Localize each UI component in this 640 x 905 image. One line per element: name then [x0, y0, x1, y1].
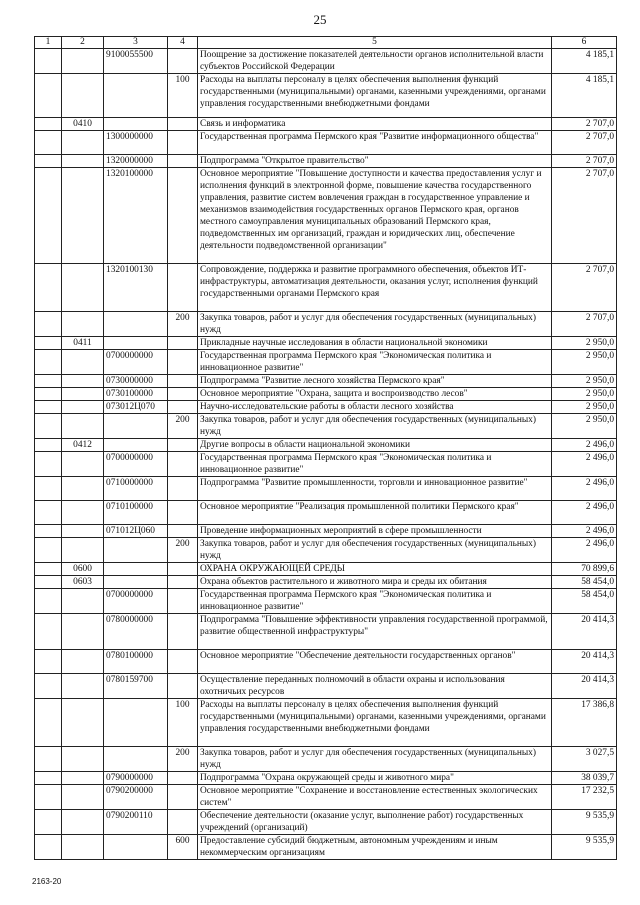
table-row — [35, 74, 617, 118]
cell-c6: 70 899,6 — [552, 563, 617, 576]
cell-c6: 2 707,0 — [552, 312, 617, 337]
cell-c1 — [35, 674, 62, 699]
cell-c1 — [35, 118, 62, 131]
cell-c5: Основное мероприятие "Реализация промышленной политики Пермского края" — [198, 501, 552, 525]
column-header: 4 — [168, 37, 198, 49]
cell-c1 — [35, 350, 62, 375]
cell-c3: 1320100000 — [104, 168, 168, 264]
cell-c2: 0410 — [62, 118, 104, 131]
cell-c2 — [62, 772, 104, 785]
cell-c4 — [168, 614, 198, 650]
cell-c5: Государственная программа Пермского края "Экономическая политика и инновационное развитие" — [198, 589, 552, 614]
table-row — [35, 772, 617, 785]
cell-c4 — [168, 375, 198, 388]
cell-c3: 071012Ц060 — [104, 525, 168, 538]
cell-c5: Подпрограмма "Охрана окружающей среды и животного мира" — [198, 772, 552, 785]
cell-c5: Осуществление переданных полномочий в области охраны и использования охотничьих ресурсов — [198, 674, 552, 699]
cell-c5: Государственная программа Пермского края "Экономическая политика и инновационное развитие" — [198, 350, 552, 375]
cell-c3 — [104, 563, 168, 576]
cell-c1 — [35, 477, 62, 501]
cell-c6: 2 707,0 — [552, 264, 617, 312]
column-header: 5 — [198, 37, 552, 49]
cell-c4: 200 — [168, 312, 198, 337]
cell-c6: 20 414,3 — [552, 614, 617, 650]
cell-c2 — [62, 477, 104, 501]
cell-c6: 2 496,0 — [552, 501, 617, 525]
cell-c4 — [168, 525, 198, 538]
table-row — [35, 501, 617, 525]
footer-code: 2163-20 — [32, 877, 62, 886]
cell-c5: Обеспечение деятельности (оказание услуг, выполнение работ) государственных учреждений (организаций) — [198, 810, 552, 835]
cell-c6: 17 386,8 — [552, 699, 617, 747]
cell-c6: 20 414,3 — [552, 650, 617, 674]
cell-c5: Другие вопросы в области национальной экономики — [198, 439, 552, 452]
cell-c2 — [62, 264, 104, 312]
cell-c3: 0700000000 — [104, 350, 168, 375]
cell-c6: 38 039,7 — [552, 772, 617, 785]
cell-c6: 2 707,0 — [552, 168, 617, 264]
cell-c1 — [35, 563, 62, 576]
table-row — [35, 264, 617, 312]
cell-c5: Основное мероприятие "Повышение доступности и качества предоставления услуг и исполнения функций в электронной форме, повышение качества государственного управления, развитие систем вовлечения граждан в государственное управление и механизмов взаимодействия государственных органов Пермского края, органов местного самоуправления муниципальных образований Пермского края, подведомственных им организаций, граждан и юридических лиц, обеспечение деятельности подведомственной организации" — [198, 168, 552, 264]
cell-c1 — [35, 414, 62, 439]
table-row — [35, 155, 617, 168]
cell-c1 — [35, 525, 62, 538]
cell-c2: 0411 — [62, 337, 104, 350]
cell-c6: 2 496,0 — [552, 525, 617, 538]
cell-c5: Закупка товаров, работ и услуг для обеспечения государственных (муниципальных) нужд — [198, 414, 552, 439]
cell-c6: 4 185,1 — [552, 74, 617, 118]
cell-c1 — [35, 49, 62, 74]
cell-c2 — [62, 74, 104, 118]
table-row — [35, 168, 617, 264]
cell-c3 — [104, 414, 168, 439]
cell-c4: 200 — [168, 747, 198, 772]
cell-c3: 0700000000 — [104, 589, 168, 614]
cell-c4 — [168, 401, 198, 414]
cell-c4 — [168, 350, 198, 375]
cell-c2 — [62, 131, 104, 155]
cell-c3: 0780100000 — [104, 650, 168, 674]
cell-c1 — [35, 131, 62, 155]
cell-c3 — [104, 747, 168, 772]
cell-c5: Предоставление субсидий бюджетным, автономным учреждениям и иным некоммерческим организациям — [198, 835, 552, 860]
column-header: 2 — [62, 37, 104, 49]
cell-c3 — [104, 538, 168, 563]
cell-c3: 0710100000 — [104, 501, 168, 525]
cell-c5: Сопровождение, поддержка и развитие программного обеспечения, объектов ИТ-инфраструктуры, автоматизация деятельности, оказания услуг, исполнения функций государственными органами Пермского края — [198, 264, 552, 312]
cell-c5: Научно-исследовательские работы в области лесного хозяйства — [198, 401, 552, 414]
table-row — [35, 452, 617, 477]
cell-c4: 100 — [168, 699, 198, 747]
cell-c4 — [168, 131, 198, 155]
cell-c5: Закупка товаров, работ и услуг для обеспечения государственных (муниципальных) нужд — [198, 747, 552, 772]
table-row — [35, 747, 617, 772]
cell-c5: Расходы на выплаты персоналу в целях обеспечения выполнения функций государственными (муниципальными) органами, казенными учреждениями, органами управления государственными внебюджетными фондами — [198, 699, 552, 747]
cell-c2 — [62, 538, 104, 563]
cell-c2 — [62, 589, 104, 614]
cell-c3: 0780159700 — [104, 674, 168, 699]
table-row — [35, 835, 617, 860]
cell-c2 — [62, 810, 104, 835]
cell-c6: 17 232,5 — [552, 785, 617, 810]
cell-c3 — [104, 74, 168, 118]
cell-c2 — [62, 674, 104, 699]
cell-c1 — [35, 264, 62, 312]
cell-c1 — [35, 650, 62, 674]
cell-c3: 0790200110 — [104, 810, 168, 835]
cell-c3 — [104, 576, 168, 589]
cell-c1 — [35, 155, 62, 168]
cell-c4 — [168, 264, 198, 312]
cell-c4: 600 — [168, 835, 198, 860]
cell-c4 — [168, 477, 198, 501]
cell-c2 — [62, 650, 104, 674]
cell-c6: 2 496,0 — [552, 439, 617, 452]
cell-c1 — [35, 375, 62, 388]
cell-c1 — [35, 772, 62, 785]
cell-c4 — [168, 337, 198, 350]
column-header: 6 — [552, 37, 617, 49]
cell-c1 — [35, 401, 62, 414]
cell-c2 — [62, 614, 104, 650]
table-row — [35, 563, 617, 576]
table-row — [35, 810, 617, 835]
cell-c1 — [35, 576, 62, 589]
cell-c1 — [35, 439, 62, 452]
cell-c1 — [35, 810, 62, 835]
cell-c3 — [104, 699, 168, 747]
cell-c4: 100 — [168, 74, 198, 118]
cell-c1 — [35, 168, 62, 264]
cell-c2 — [62, 401, 104, 414]
cell-c2 — [62, 699, 104, 747]
cell-c1 — [35, 538, 62, 563]
table-row — [35, 439, 617, 452]
cell-c1 — [35, 699, 62, 747]
column-header: 3 — [104, 37, 168, 49]
budget-table — [34, 36, 617, 860]
cell-c1 — [35, 835, 62, 860]
cell-c2 — [62, 388, 104, 401]
cell-c1 — [35, 589, 62, 614]
cell-c5: Основное мероприятие "Охрана, защита и воспроизводство лесов" — [198, 388, 552, 401]
cell-c5: Государственная программа Пермского края "Развитие информационного общества" — [198, 131, 552, 155]
cell-c5: Связь и информатика — [198, 118, 552, 131]
cell-c1 — [35, 388, 62, 401]
cell-c2 — [62, 452, 104, 477]
cell-c3: 0730100000 — [104, 388, 168, 401]
cell-c2 — [62, 525, 104, 538]
cell-c4 — [168, 49, 198, 74]
table-row — [35, 576, 617, 589]
cell-c2 — [62, 785, 104, 810]
cell-c6: 20 414,3 — [552, 674, 617, 699]
cell-c5: Расходы на выплаты персоналу в целях обеспечения выполнения функций государственными (муниципальными) органами, казенными учреждениями, органами управления государственными внебюджетными фондами — [198, 74, 552, 118]
cell-c2 — [62, 747, 104, 772]
cell-c5: Подпрограмма "Развитие промышленности, торговли и инновационное развитие" — [198, 477, 552, 501]
cell-c3: 0700000000 — [104, 452, 168, 477]
cell-c4 — [168, 388, 198, 401]
cell-c5: Проведение информационных мероприятий в сфере промышленности — [198, 525, 552, 538]
table-row — [35, 414, 617, 439]
cell-c4 — [168, 785, 198, 810]
cell-c5: Охрана объектов растительного и животного мира и среды их обитания — [198, 576, 552, 589]
cell-c6: 2 707,0 — [552, 131, 617, 155]
cell-c1 — [35, 501, 62, 525]
cell-c6: 2 950,0 — [552, 350, 617, 375]
cell-c5: Основное мероприятие "Обеспечение деятельности государственных органов" — [198, 650, 552, 674]
cell-c2 — [62, 501, 104, 525]
cell-c6: 2 950,0 — [552, 414, 617, 439]
cell-c5: Основное мероприятие "Сохранение и восстановление естественных экологических систем" — [198, 785, 552, 810]
table-row — [35, 477, 617, 501]
table-row — [35, 785, 617, 810]
cell-c4 — [168, 155, 198, 168]
cell-c3: 0790000000 — [104, 772, 168, 785]
table-row — [35, 525, 617, 538]
cell-c3: 1300000000 — [104, 131, 168, 155]
cell-c4 — [168, 674, 198, 699]
cell-c4 — [168, 650, 198, 674]
table-row — [35, 614, 617, 650]
cell-c6: 2 496,0 — [552, 452, 617, 477]
cell-c2 — [62, 375, 104, 388]
cell-c3: 9100055500 — [104, 49, 168, 74]
cell-c6: 2 496,0 — [552, 538, 617, 563]
cell-c4 — [168, 501, 198, 525]
page-number: 25 — [313, 12, 327, 27]
table-row — [35, 49, 617, 74]
table-row — [35, 538, 617, 563]
cell-c5: Закупка товаров, работ и услуг для обеспечения государственных (муниципальных) нужд — [198, 538, 552, 563]
cell-c6: 3 027,5 — [552, 747, 617, 772]
cell-c4 — [168, 576, 198, 589]
cell-c5: Подпрограмма "Открытое правительство" — [198, 155, 552, 168]
cell-c3: 1320000000 — [104, 155, 168, 168]
cell-c2: 0412 — [62, 439, 104, 452]
cell-c2: 0600 — [62, 563, 104, 576]
cell-c5: Подпрограмма "Развитие лесного хозяйства Пермского края" — [198, 375, 552, 388]
table-body — [35, 49, 617, 860]
cell-c4 — [168, 168, 198, 264]
cell-c2 — [62, 312, 104, 337]
cell-c2 — [62, 350, 104, 375]
cell-c6: 2 707,0 — [552, 155, 617, 168]
cell-c5: Прикладные научные исследования в области национальной экономики — [198, 337, 552, 350]
table-row — [35, 699, 617, 747]
table-row — [35, 674, 617, 699]
table-row — [35, 350, 617, 375]
cell-c1 — [35, 337, 62, 350]
cell-c2 — [62, 835, 104, 860]
table-row — [35, 312, 617, 337]
cell-c6: 2 950,0 — [552, 337, 617, 350]
table-row — [35, 388, 617, 401]
cell-c2: 0603 — [62, 576, 104, 589]
cell-c6: 9 535,9 — [552, 810, 617, 835]
table-row — [35, 131, 617, 155]
cell-c3: 0710000000 — [104, 477, 168, 501]
cell-c3 — [104, 118, 168, 131]
cell-c2 — [62, 155, 104, 168]
cell-c5: Закупка товаров, работ и услуг для обеспечения государственных (муниципальных) нужд — [198, 312, 552, 337]
cell-c4: 200 — [168, 538, 198, 563]
cell-c3 — [104, 312, 168, 337]
table-row — [35, 375, 617, 388]
cell-c4: 200 — [168, 414, 198, 439]
cell-c6: 2 496,0 — [552, 477, 617, 501]
cell-c2 — [62, 414, 104, 439]
cell-c5: Поощрение за достижение показателей деятельности органов исполнительной власти субъектов Российской Федерации — [198, 49, 552, 74]
cell-c1 — [35, 312, 62, 337]
cell-c5: Государственная программа Пермского края "Экономическая политика и инновационное развитие" — [198, 452, 552, 477]
cell-c1 — [35, 785, 62, 810]
cell-c4 — [168, 452, 198, 477]
cell-c3 — [104, 439, 168, 452]
cell-c4 — [168, 810, 198, 835]
table-row — [35, 337, 617, 350]
table-row — [35, 118, 617, 131]
column-header: 1 — [35, 37, 62, 49]
cell-c4 — [168, 772, 198, 785]
cell-c3: 0730000000 — [104, 375, 168, 388]
cell-c6: 2 707,0 — [552, 118, 617, 131]
cell-c1 — [35, 614, 62, 650]
cell-c4 — [168, 563, 198, 576]
cell-c3: 1320100130 — [104, 264, 168, 312]
cell-c6: 58 454,0 — [552, 589, 617, 614]
cell-c6: 2 950,0 — [552, 375, 617, 388]
cell-c3: 0790200000 — [104, 785, 168, 810]
cell-c3 — [104, 835, 168, 860]
cell-c4 — [168, 118, 198, 131]
table-header-row — [35, 37, 617, 49]
cell-c5: ОХРАНА ОКРУЖАЮЩЕЙ СРЕДЫ — [198, 563, 552, 576]
cell-c3 — [104, 337, 168, 350]
cell-c6: 58 454,0 — [552, 576, 617, 589]
table-row — [35, 589, 617, 614]
cell-c6: 2 950,0 — [552, 388, 617, 401]
cell-c3: 0780000000 — [104, 614, 168, 650]
cell-c1 — [35, 74, 62, 118]
cell-c2 — [62, 168, 104, 264]
cell-c6: 9 535,9 — [552, 835, 617, 860]
cell-c2 — [62, 49, 104, 74]
cell-c3: 073012Ц070 — [104, 401, 168, 414]
table-row — [35, 650, 617, 674]
cell-c1 — [35, 747, 62, 772]
cell-c5: Подпрограмма "Повышение эффективности управления государственной программой, развитие общественной инфраструктуры" — [198, 614, 552, 650]
table-row — [35, 401, 617, 414]
cell-c6: 2 950,0 — [552, 401, 617, 414]
cell-c4 — [168, 439, 198, 452]
cell-c4 — [168, 589, 198, 614]
cell-c1 — [35, 452, 62, 477]
cell-c6: 4 185,1 — [552, 49, 617, 74]
